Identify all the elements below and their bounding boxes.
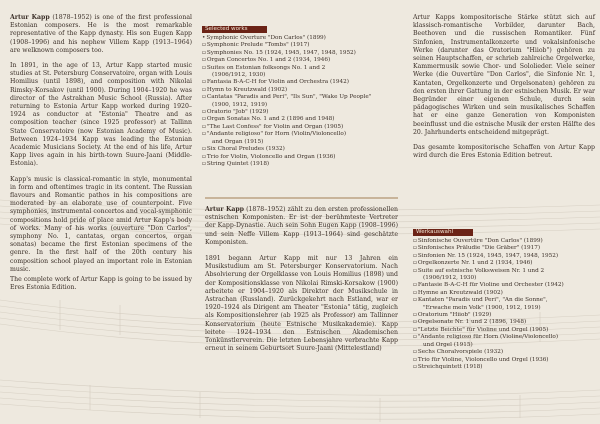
work-item: ▫ Cantatas "Paradis and Peri", "Ils Sun", "Wake Up People" <box>202 94 398 101</box>
german-biography: 1891 begann Artur Kapp mit nur 13 Jahren ein Musikstudium am St. Petersburger Konservatorium. Nach Absolvierung der Orgelklasse von Louis Homilius (1898) und der Kompositionsklasse von Nikolai Rimski-Korsakow (1900) arbeitete er 1904–1920 als Direktor der Musikschule in Astrachan (Russland). Zurückgekehrt nach Estland, war er 1920–1924 als Dirigent am Theater "Estonia" tätig, zugleich als Kompositionslehrer (ab 1925 als Professor) am Tallinner Konservatorium (heute Estnische Musikakademie). Kapp leitete 1924–1934 den Estnischen Akademischen Tonkünstlerverein. Die letzten Lebensjahre verbrachte Kapp erneut in seinem Geburtsort Suure-Jaani (Mittelestland) <box>205 255 398 353</box>
work-item: (1900, 1912, 1919) <box>212 101 268 108</box>
work-item: ▫ String Quintet (1918) <box>202 161 398 168</box>
work-item: • Symphonic Overture "Don Carlos" (1899) <box>202 35 398 42</box>
work-item: ▫ Six Choral Preludes (1932) <box>202 146 398 153</box>
work-item: (1906/1912, 1930) <box>212 72 266 79</box>
english-edition-note: The complete work of Artur Kapp is going to be issued by Eres Estonia Edition. <box>10 276 192 292</box>
work-item: ▫ Trio für Violine, Violoncello und Orgel (1936) <box>413 357 595 364</box>
work-item: ▫ Suites on Estonian folksongs No. 1 and 2 <box>202 65 398 72</box>
work-item: ▫ Sinfonien Nr. 15 (1924, 1945, 1947, 1948, 1952) <box>413 253 595 260</box>
section-divider <box>205 197 398 199</box>
composer-name-de: Artur Kapp <box>205 206 244 213</box>
selected-works-list <box>202 35 398 168</box>
work-item: ▫ "Letzte Beichte" für Violine und Orgel (1905) <box>413 327 595 334</box>
work-item: ▫ Sinfonische Ouvertüre "Don Carlos" (1899) <box>413 238 595 245</box>
work-item: ▫ "Andante religioso für Horn (Violine/Violoncello) <box>413 334 595 341</box>
work-item: ▫ Kantaten "Paradis und Peri", "An die Sonne", <box>413 297 595 304</box>
work-item: ▫ Organ Sonatas No. 1 and 2 (1896 and 1948) <box>202 116 398 123</box>
work-item: ▫ Oratorium "Hiiob" (1929) <box>413 312 595 319</box>
work-item: ▫ Fantasia B-A-C-H for Violin and Orchestra (1942) <box>202 79 398 86</box>
work-item: ▫ Orgelkonzerte Nr. 1 und 2 (1934, 1946) <box>413 260 595 267</box>
german-intro: Artur Kapp (1878–1952) zählt zu den ersten professionellen estnischen Komponisten. Er ist der berühmteste Vertreter der Kapp-Dynastie. Auch sein Sohn Eugen Kapp (1908–1996) und sein Neffe Villem Kapp (1913–1964) sind geschätzte Komponisten. <box>205 206 398 246</box>
work-item: ▫ Oratorio "Job" (1929) <box>202 109 398 116</box>
work-item: ▫ "The Last Confess" for Violin and Organ (1905) <box>202 124 398 131</box>
work-item: und Orgel (1915) <box>423 341 473 348</box>
english-column <box>10 14 192 300</box>
work-item: ▫ Fantasie B-A-C-H für Violine und Orchester (1942) <box>413 282 595 289</box>
selected-works-column <box>202 15 398 168</box>
work-item: ▫ "Andante religioso" for Horn (Violin/Violoncello) <box>202 131 398 138</box>
work-item: ▫ Suite auf estnische Volksweisen Nr. 1 und 2 <box>413 268 595 275</box>
work-item: ▫ Hymne an Kreutzwald (1902) <box>413 290 595 297</box>
werkauswahl-list <box>413 238 595 371</box>
work-item: ▫ Hymn to Kreutzwald (1902) <box>202 87 398 94</box>
work-item: ▫ Sechs Choralvorspiele (1932) <box>413 349 595 356</box>
composer-name: Artur Kapp <box>10 14 50 21</box>
english-music-style: Kapp's music is classical-romantic in style, monumental in form and oftentimes tragic in its content. The Russian flavours and Romantic pathos in his compositions are moderated by an elaborate use of counterpoint. Five symphonies, instrumental concertos and vocal-symphonic compositions hold pride of place amid Artur Kapp's body of works. Many of his works (ouverture "Don Carlos", symphony No. 1, cantatas, organ concertos, organ sonatas) became the first Estonian specimens of the genre. In the first half of the 20th century his composition school played an important role in Estonian music. <box>10 175 192 273</box>
english-intro: Artur Kapp (1878–1952) is one of the first professional Estonian composers. He is the most remarkable representative of the Kapp dynasty. His son Eugen Kapp (1908–1996) and his nephew Villem Kapp (1913–1964) are welknown composers too. <box>10 14 192 54</box>
work-item: "Erwache mein Volk" (1900, 1912, 1919) <box>423 304 541 311</box>
werkauswahl-label: Werkauswahl <box>413 229 473 236</box>
german-column <box>413 14 595 167</box>
selected-works-label: Selected works <box>202 26 267 33</box>
work-item: ▫ Symphonies No. 15 (1924, 1945, 1947, 1948, 1952) <box>202 50 398 57</box>
work-item: ▫ Streichquintett (1918) <box>413 364 595 371</box>
german-intro-column <box>205 206 398 360</box>
work-item: ▫ Symphonic Prelude "Tombs" (1917) <box>202 42 398 49</box>
werkauswahl-column <box>413 218 595 371</box>
work-item: (1906/1912, 1930) <box>423 275 477 282</box>
work-item: ▫ Organ Concertos No. 1 and 2 (1934, 1946) <box>202 57 398 64</box>
english-biography: In 1891, in the age of 13, Artur Kapp started music studies at St. Petersburg Conservatoire, organ with Louis Homilius (until 1898), and composition with Nikolai Rimsky-Korsakov (until 1900). During 1904–1920 he was director of the Astrakhan Music School (Russia). After returning to Estonia Artur Kapp worked during 1920–1924 as conductor at "Estonia" Theatre and as composition teacher (since 1925 professor) at Tallinn State Conservatoire (now Estonian Academy of Music). Between 1924–1934 Kapp was leading the Estonian Academic Musicians Society. At the end of his life, Artur Kapp lives again in his birth-town Suure-Jaani (Middle-Estonia). <box>10 62 192 168</box>
work-item: ▫ Sinfonisches Präludie "Die Gräber" (1917) <box>413 245 595 252</box>
work-item: and Organ (1915) <box>212 138 264 145</box>
work-item: ▫ Orgelsonate Nr. 1 und 2 (1896, 1948) <box>413 319 595 326</box>
work-item: ▫ Trio for Violin, Violoncello and Organ (1936) <box>202 154 398 161</box>
german-edition-note: Das gesamte kompositorische Schaffen von Artur Kapp wird durch die Eres Estonia Edition betreut. <box>413 144 595 160</box>
german-music-style: Artur Kapps kompositorische Stärke stützt sich auf klassisch-romantische Vorbilder, darunter Bach, Beethoven und die russischen Romantiker. Fünf Sinfonien, Instrumentalkonzerte und vokalsinfonische Werke (darunter das Oratorium "Hiiob") gehören zu seinen Hauptschaffen, er schrieb zahlreiche Orgelwerke, Kammermusik sowie Chor- und Sololieder. Viele seiner Werke (die Ouvertüre "Don Carlos", die Sinfonie Nr. 1, Kantaten, Orgelkonzerte und Orgelsonaten) gehören zu den ersten ihrer Gattung in der estnischen Musik. Er war Begründer einer eigenen Schule, durch sein pädagogisches Wirken und sein musikalisches Schaffen hat er eine ganze Generation von Komponisten beeinflusst und die estnische Musik der ersten Hälfte des 20. Jahrhunderts entscheidend mitgeprägt. <box>413 14 595 136</box>
